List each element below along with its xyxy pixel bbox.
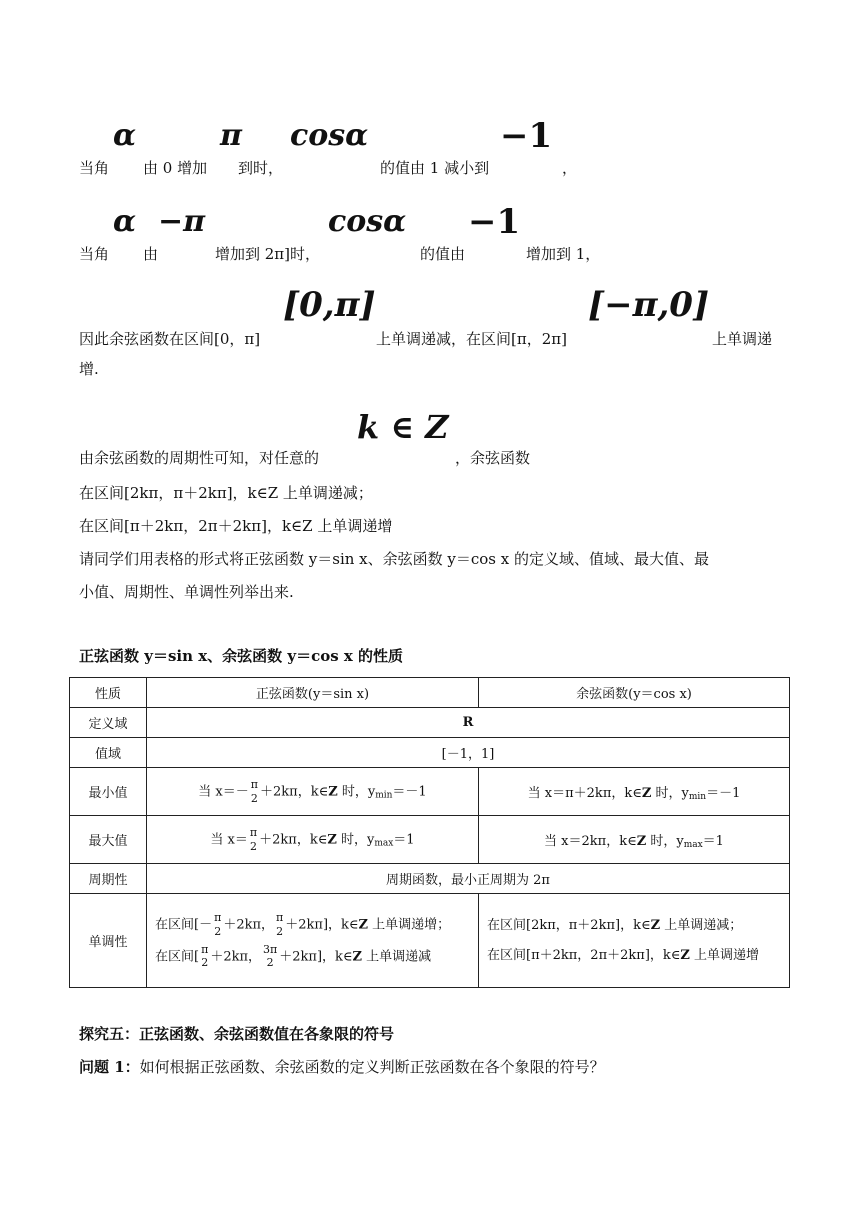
cell: 周期函数，最小正周期为 2π xyxy=(147,864,790,894)
table-row xyxy=(70,894,790,988)
row-label: 最大值 xyxy=(70,816,147,864)
text: 增. xyxy=(79,360,99,378)
math-interval: [0,π] xyxy=(283,285,376,325)
table-row xyxy=(70,708,790,738)
row-label: 定义域 xyxy=(70,708,147,738)
table-row xyxy=(70,678,790,708)
text: 由余弦函数的周期性可知，对任意的 xyxy=(79,449,320,467)
cell: 当 x＝ π 2 ＋2kπ，k∈Z 时，$y_{max}=1$ xyxy=(147,816,479,864)
cell: 当 x＝π＋2kπ，k∈Z 时，$y_{min}=-1$ xyxy=(479,768,790,816)
text-line: 在区间[2kπ，π＋2kπ]，k∈Z 上单调递减； xyxy=(79,484,373,502)
header-cell: 性质 xyxy=(70,678,147,708)
math-cos-alpha: cosα xyxy=(290,118,369,153)
math-alpha: α xyxy=(113,118,137,153)
math-cos-alpha: cosα xyxy=(328,204,407,239)
text: 上单调递减，在区间[π，2π] xyxy=(376,330,567,348)
text: 因此余弦函数在区间[0，π] xyxy=(79,330,261,348)
question xyxy=(79,1056,605,1077)
text: ， xyxy=(562,159,578,177)
table-row xyxy=(70,816,790,864)
row-label: 值域 xyxy=(70,738,147,768)
text: 上单调递 xyxy=(712,330,773,348)
cell: 在区间[－ π 2 ＋2kπ， π 2 ＋2kπ]，k∈Z 上单调递增； 在区间[ π 2 ＋2kπ， 3π 2 ＋2kπ]，k∈Z 上单调递减 xyxy=(147,894,479,988)
text: 当角 xyxy=(79,159,110,177)
text: 由 0 增加 xyxy=(143,159,208,177)
math-minus-one: −1 xyxy=(500,116,553,156)
text: 由 xyxy=(143,245,159,263)
math-pi: π xyxy=(220,118,242,153)
text: 到时， xyxy=(238,159,284,177)
header-cell: 余弦函数(y＝cos x) xyxy=(479,678,790,708)
question-text: 如何根据正弦函数、余弦函数的定义判断正弦函数在各个象限的符号？ xyxy=(139,1058,605,1076)
table-row xyxy=(70,768,790,816)
cell: 当 x＝2kπ，k∈Z 时，$y_{max}=1$ xyxy=(479,816,790,864)
text: 增加到 1， xyxy=(526,245,601,263)
section-title: 探究五：正弦函数、余弦函数值在各象限的符号 xyxy=(79,1025,395,1043)
cell: 当 x＝－ π 2 ＋2kπ，k∈Z 时，$y_{min}=-1$ xyxy=(147,768,479,816)
math-k-in-z: k ∈ Z xyxy=(357,408,449,446)
math-alpha: α xyxy=(113,204,137,239)
row-label: 单调性 xyxy=(70,894,147,988)
text: 的值由 xyxy=(420,245,466,263)
text: 当角 xyxy=(79,245,110,263)
question-label: 问题 1： xyxy=(79,1058,140,1076)
cell: [－1，1] xyxy=(147,738,790,768)
table-row xyxy=(70,864,790,894)
text-line: 在区间[π＋2kπ，2π＋2kπ]，k∈Z 上单调递增 xyxy=(79,517,393,535)
row-label: 最小值 xyxy=(70,768,147,816)
text-line: 小值、周期性、单调性列举出来. xyxy=(79,583,294,601)
text-line: 请同学们用表格的形式将正弦函数 y＝sin x、余弦函数 y＝cos x 的定义域、值域、最大值、最 xyxy=(79,550,709,568)
text: 增加到 2π]时， xyxy=(215,245,321,263)
row-label: 周期性 xyxy=(70,864,147,894)
math-minus-pi: −π xyxy=(158,204,206,239)
cell: 在区间[2kπ，π＋2kπ]，k∈Z 上单调递减； 在区间[π＋2kπ，2π＋2kπ]，k∈Z 上单调递增 xyxy=(479,894,790,988)
table-title: 正弦函数 y＝sin x、余弦函数 y＝cos x 的性质 xyxy=(79,647,404,665)
math-interval: [−π,0] xyxy=(588,285,710,325)
text: ，余弦函数 xyxy=(455,449,531,467)
cell: R xyxy=(147,708,790,738)
math-minus-one: −1 xyxy=(468,202,521,242)
header-cell: 正弦函数(y＝sin x) xyxy=(147,678,479,708)
text: 的值由 1 减小到 xyxy=(380,159,490,177)
table-row xyxy=(70,738,790,768)
properties-table xyxy=(69,677,790,988)
